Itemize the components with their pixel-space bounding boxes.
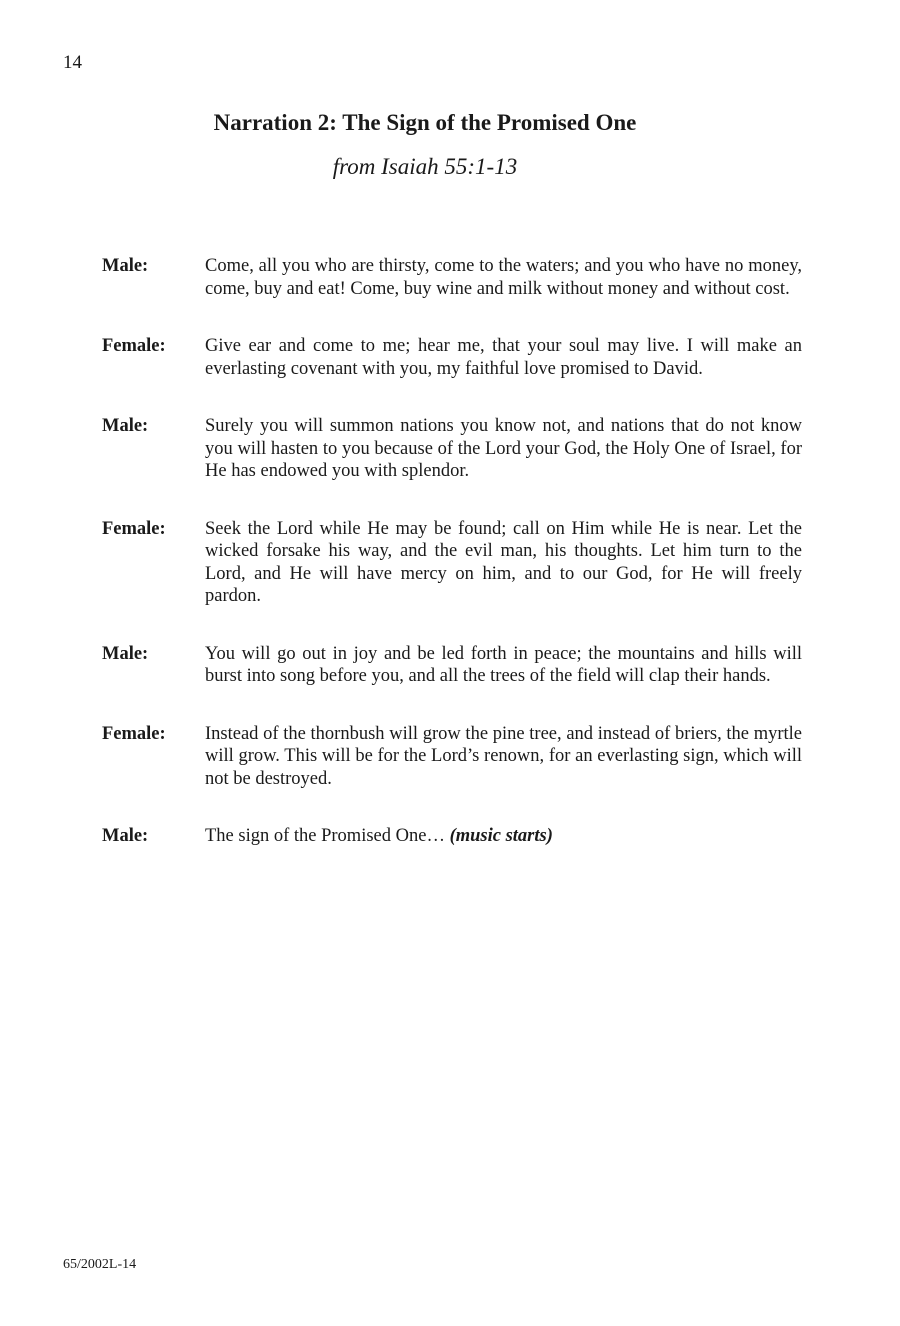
speaker-label: Male:: [102, 826, 149, 846]
dialogue-line: [102, 415, 802, 483]
footer-catalog-code: 65/2002L-14: [63, 1257, 137, 1272]
speaker-label: Male:: [102, 643, 149, 664]
scripture-reference: from Isaiah 55:1-13: [332, 154, 518, 179]
speaker-label: Female:: [102, 518, 166, 539]
spoken-text: Surely you will summon nations you know not, and nations that do not know you will hasten to you because of the Lord your God, the Holy One of Israel, for He has endowed you with splendor.: [205, 416, 802, 481]
spoken-text: Instead of the thornbush will grow the pine tree, and instead of briers, the myrtle will grow. This will be for the Lord’s renown, for an everlasting sign, which will not be destroyed.: [205, 723, 802, 789]
stage-direction: (music starts): [449, 826, 553, 846]
dialogue-line: [102, 335, 802, 380]
page-title: Narration 2: The Sign of the Promised One: [213, 110, 637, 135]
spoken-text: You will go out in joy and be led forth in peace; the mountains and hills will burst into song before you, and all the trees of the field will clap their hands.: [205, 643, 802, 686]
dialogue-line: [102, 643, 802, 688]
dialogue-line: [102, 518, 802, 608]
speaker-label: Male:: [102, 256, 149, 276]
dialogue-line: [102, 723, 802, 791]
spoken-text: Give ear and come to me; hear me, that your soul may live. I will make an everlasting covenant with you, my faithful love promised to David.: [205, 336, 802, 379]
dialogue-line: [102, 255, 802, 300]
narration-dialogue: [102, 255, 802, 883]
speaker-label: Female:: [102, 336, 166, 356]
speaker-label: Male:: [102, 416, 149, 436]
speaker-label: Female:: [102, 723, 166, 744]
spoken-text: [205, 825, 802, 848]
spoken-text-content: The sign of the Promised One…: [205, 826, 445, 846]
spoken-text: Seek the Lord while He may be found; call on Him while He is near. Let the wicked forsake his way, and the evil man, his thoughts. Let him turn to the Lord, and He will have mercy on him, and to our God, for He will freely pardon.: [205, 518, 802, 606]
page-number: 14: [63, 52, 82, 73]
spoken-text: Come, all you who are thirsty, come to the waters; and you who have no money, come, buy and eat! Come, buy wine and milk without money and without cost.: [205, 256, 802, 299]
dialogue-line: [102, 825, 802, 848]
